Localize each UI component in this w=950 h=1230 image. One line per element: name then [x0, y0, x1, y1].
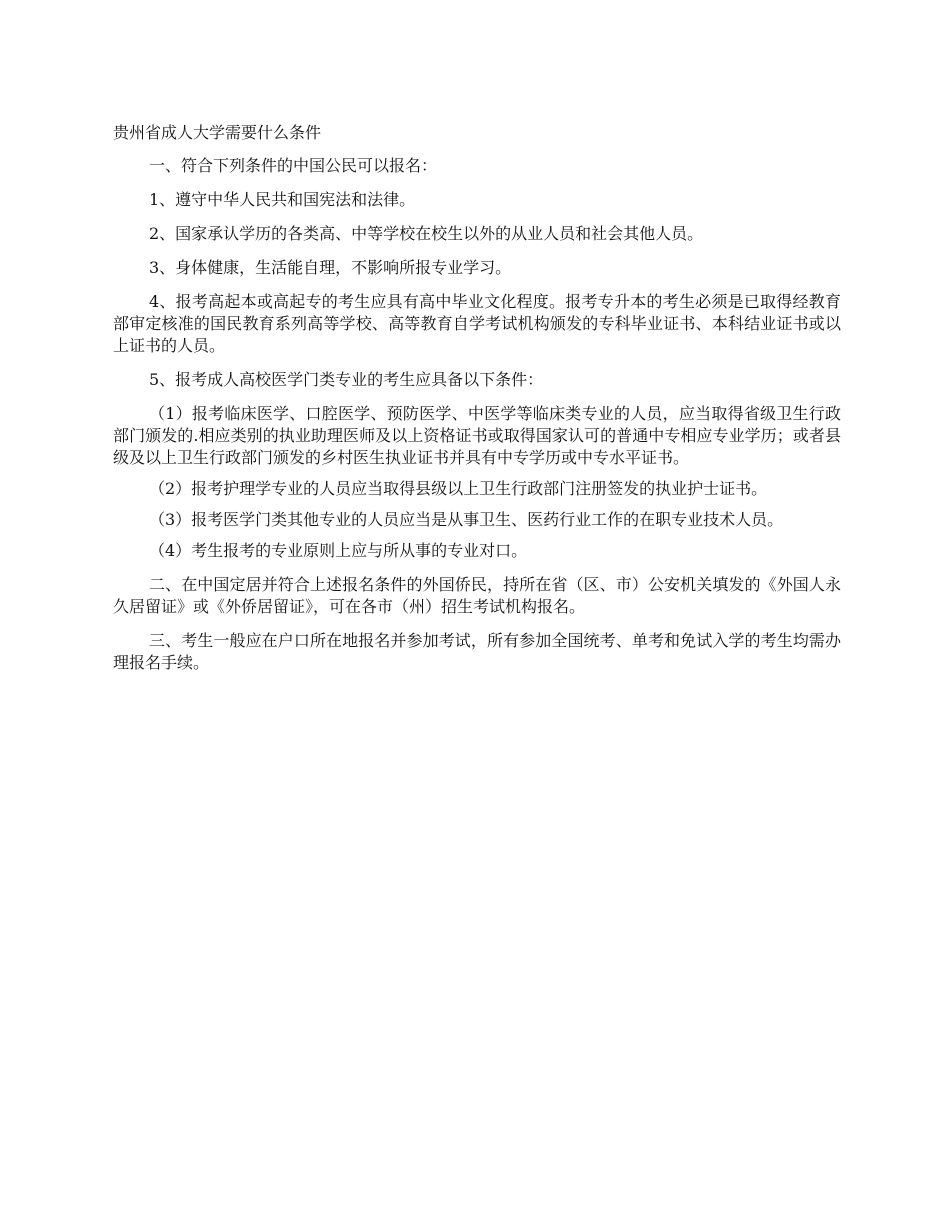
paragraph-medical-2: （2）报考护理学专业的人员应当取得县级以上卫生行政部门注册签发的执业护士证书。: [149, 479, 768, 498]
document-page: [113, 121, 841, 684]
paragraph-condition-1: 1、遵守中华人民共和国宪法和法律。: [149, 190, 416, 209]
paragraph-section-three: 三、考生一般应在户口所在地报名并参加考试，所有参加全国统考、单考和免试入学的考生均需办理报名手续。: [113, 631, 841, 672]
paragraph-medical-3: （3）报考医学门类其他专业的人员应当是从事卫生、医药行业工作的在职专业技术人员。: [149, 510, 784, 529]
document-title: 贵州省成人大学需要什么条件: [113, 123, 322, 142]
paragraph-medical-4: （4）考生报考的专业原则上应与所从事的专业对口。: [149, 541, 528, 560]
paragraph-condition-2: 2、国家承认学历的各类高、中等学校在校生以外的从业人员和社会其他人员。: [149, 224, 704, 243]
paragraph-condition-3: 3、身体健康，生活能自理，不影响所报专业学习。: [149, 258, 512, 277]
paragraph-condition-5: 5、报考成人高校医学门类专业的考生应具备以下条件：: [149, 370, 544, 389]
paragraph-medical-1: （1）报考临床医学、口腔医学、预防医学、中医学等临床类专业的人员，应当取得省级卫生行政部门颁发的.相应类别的执业助理医师及以上资格证书或取得国家认可的普通中专相应专业学历；或者县级及以上卫生行政部门颁发的乡村医生执业证书并具有中专学历或中专水平证书。: [113, 404, 841, 467]
paragraph-section-two: 二、在中国定居并符合上述报名条件的外国侨民，持所在省（区、市）公安机关填发的《外国人永久居留证》或《外侨居留证》，可在各市（州）招生考试机构报名。: [113, 575, 841, 616]
paragraph-section-one: 一、符合下列条件的中国公民可以报名：: [149, 156, 438, 175]
paragraph-condition-4: 4、报考高起本或高起专的考生应具有高中毕业文化程度。报考专升本的考生必须是已取得经教育部审定核准的国民教育系列高等学校、高等教育自学考试机构颁发的专科毕业证书、本科结业证书或以上证书的人员。: [113, 292, 841, 355]
